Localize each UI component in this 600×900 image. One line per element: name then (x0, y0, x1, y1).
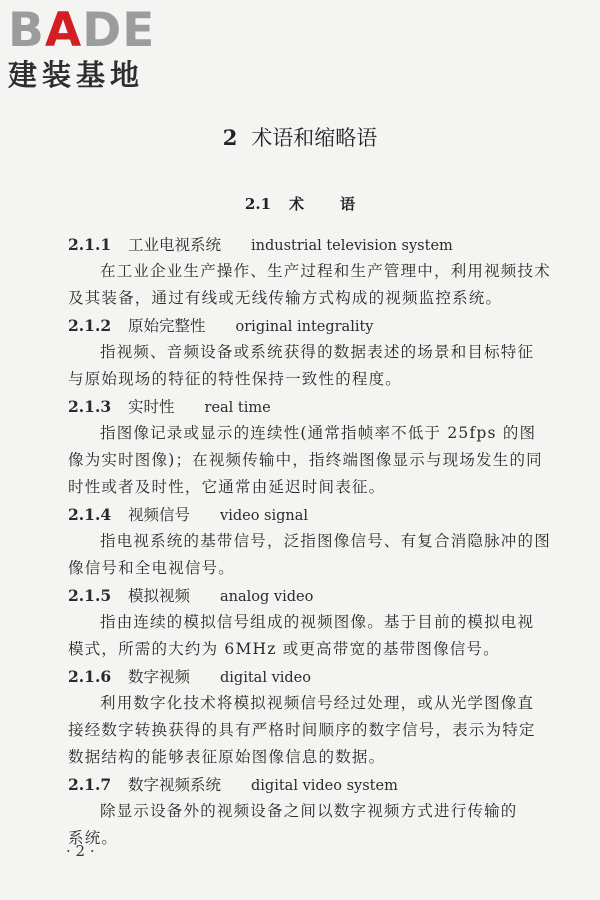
term-heading (68, 501, 554, 528)
term-number: 2.1.7 (68, 775, 112, 794)
definition-line: 指视频、音频设备或系统获得的数据表述的场景和目标特征 (100, 343, 535, 361)
definition-line: 模式，所需的大约为 6MHz 或更高带宽的基带图像信号。 (68, 640, 500, 658)
term-heading (68, 393, 554, 420)
section-number: 2.1 (244, 195, 272, 213)
definition-line: 与原始现场的特征的特性保持一致性的程度。 (68, 370, 403, 388)
term-english: analog video (220, 589, 314, 605)
term-number: 2.1.2 (68, 316, 112, 335)
term-english: digital video system (251, 778, 398, 794)
definition-line: 利用数字化技术将模拟视频信号经过处理，或从光学图像直 (100, 694, 535, 712)
term-number: 2.1.4 (68, 505, 112, 524)
definition-line: 系统。 (68, 829, 119, 847)
term-heading (68, 312, 554, 339)
term-heading (68, 231, 554, 258)
term-chinese: 数字视频 (128, 668, 191, 686)
definition-line: 像为实时图像)；在视频传输中，指终端图像显示与现场发生的同 (68, 451, 543, 469)
definition-line: 除显示设备外的视频设备之间以数字视频方式进行传输的 (100, 802, 518, 820)
definition-line: 指由连续的模拟信号组成的视频图像。基于目前的模拟电视 (100, 613, 535, 631)
term-chinese: 原始完整性 (128, 317, 206, 335)
logo-subtitle: 建装基地 (8, 58, 145, 92)
definition-line: 指电视系统的基带信号，泛指图像信号、有复合消隐脉冲的图 (100, 532, 551, 550)
definition-line: 像信号和全电视信号。 (68, 559, 236, 577)
term-number: 2.1.3 (68, 397, 112, 416)
term-chinese: 模拟视频 (128, 587, 191, 605)
term-english: digital video (220, 670, 311, 686)
term-chinese: 实时性 (128, 398, 175, 416)
definition-line: 时性或者及时性，它通常由延迟时间表征。 (68, 478, 386, 496)
definition-line: 数据结构的能够表征原始图像信息的数据。 (68, 748, 386, 766)
page-number: · 2 · (66, 842, 95, 860)
section-title-a: 术 (289, 195, 305, 213)
term-english: video signal (220, 508, 309, 524)
section-heading (0, 193, 600, 214)
chapter-number: 2 (222, 125, 238, 150)
logo (8, 3, 178, 92)
term-english: original integrality (235, 319, 374, 335)
definition-line: 指图像记录或显示的连续性(通常指帧率不低于 25fps 的图 (100, 424, 537, 442)
definition-line: 及其装备，通过有线或无线传输方式构成的视频监控系统。 (68, 289, 503, 307)
term-chinese: 工业电视系统 (128, 236, 222, 254)
term-chinese: 视频信号 (128, 506, 191, 524)
section-title-b: 语 (340, 195, 356, 213)
term-number: 2.1.1 (68, 235, 112, 254)
term-chinese: 数字视频系统 (128, 776, 222, 794)
definition-line: 接经数字转换获得的具有严格时间顺序的数字信号，表示为特定 (68, 721, 536, 739)
chapter-heading (0, 122, 600, 152)
term-heading (68, 582, 554, 609)
term-number: 2.1.6 (68, 667, 112, 686)
definition-line: 在工业企业生产操作、生产过程和生产管理中，利用视频技术 (100, 262, 551, 280)
terms-list (68, 231, 554, 852)
term-english: real time (204, 400, 271, 416)
chapter-title: 术语和缩略语 (251, 126, 378, 150)
term-heading (68, 663, 554, 690)
term-number: 2.1.5 (68, 586, 112, 605)
term-heading (68, 771, 554, 798)
logo-wordmark: BADE (8, 3, 156, 58)
term-english: industrial television system (251, 238, 453, 254)
